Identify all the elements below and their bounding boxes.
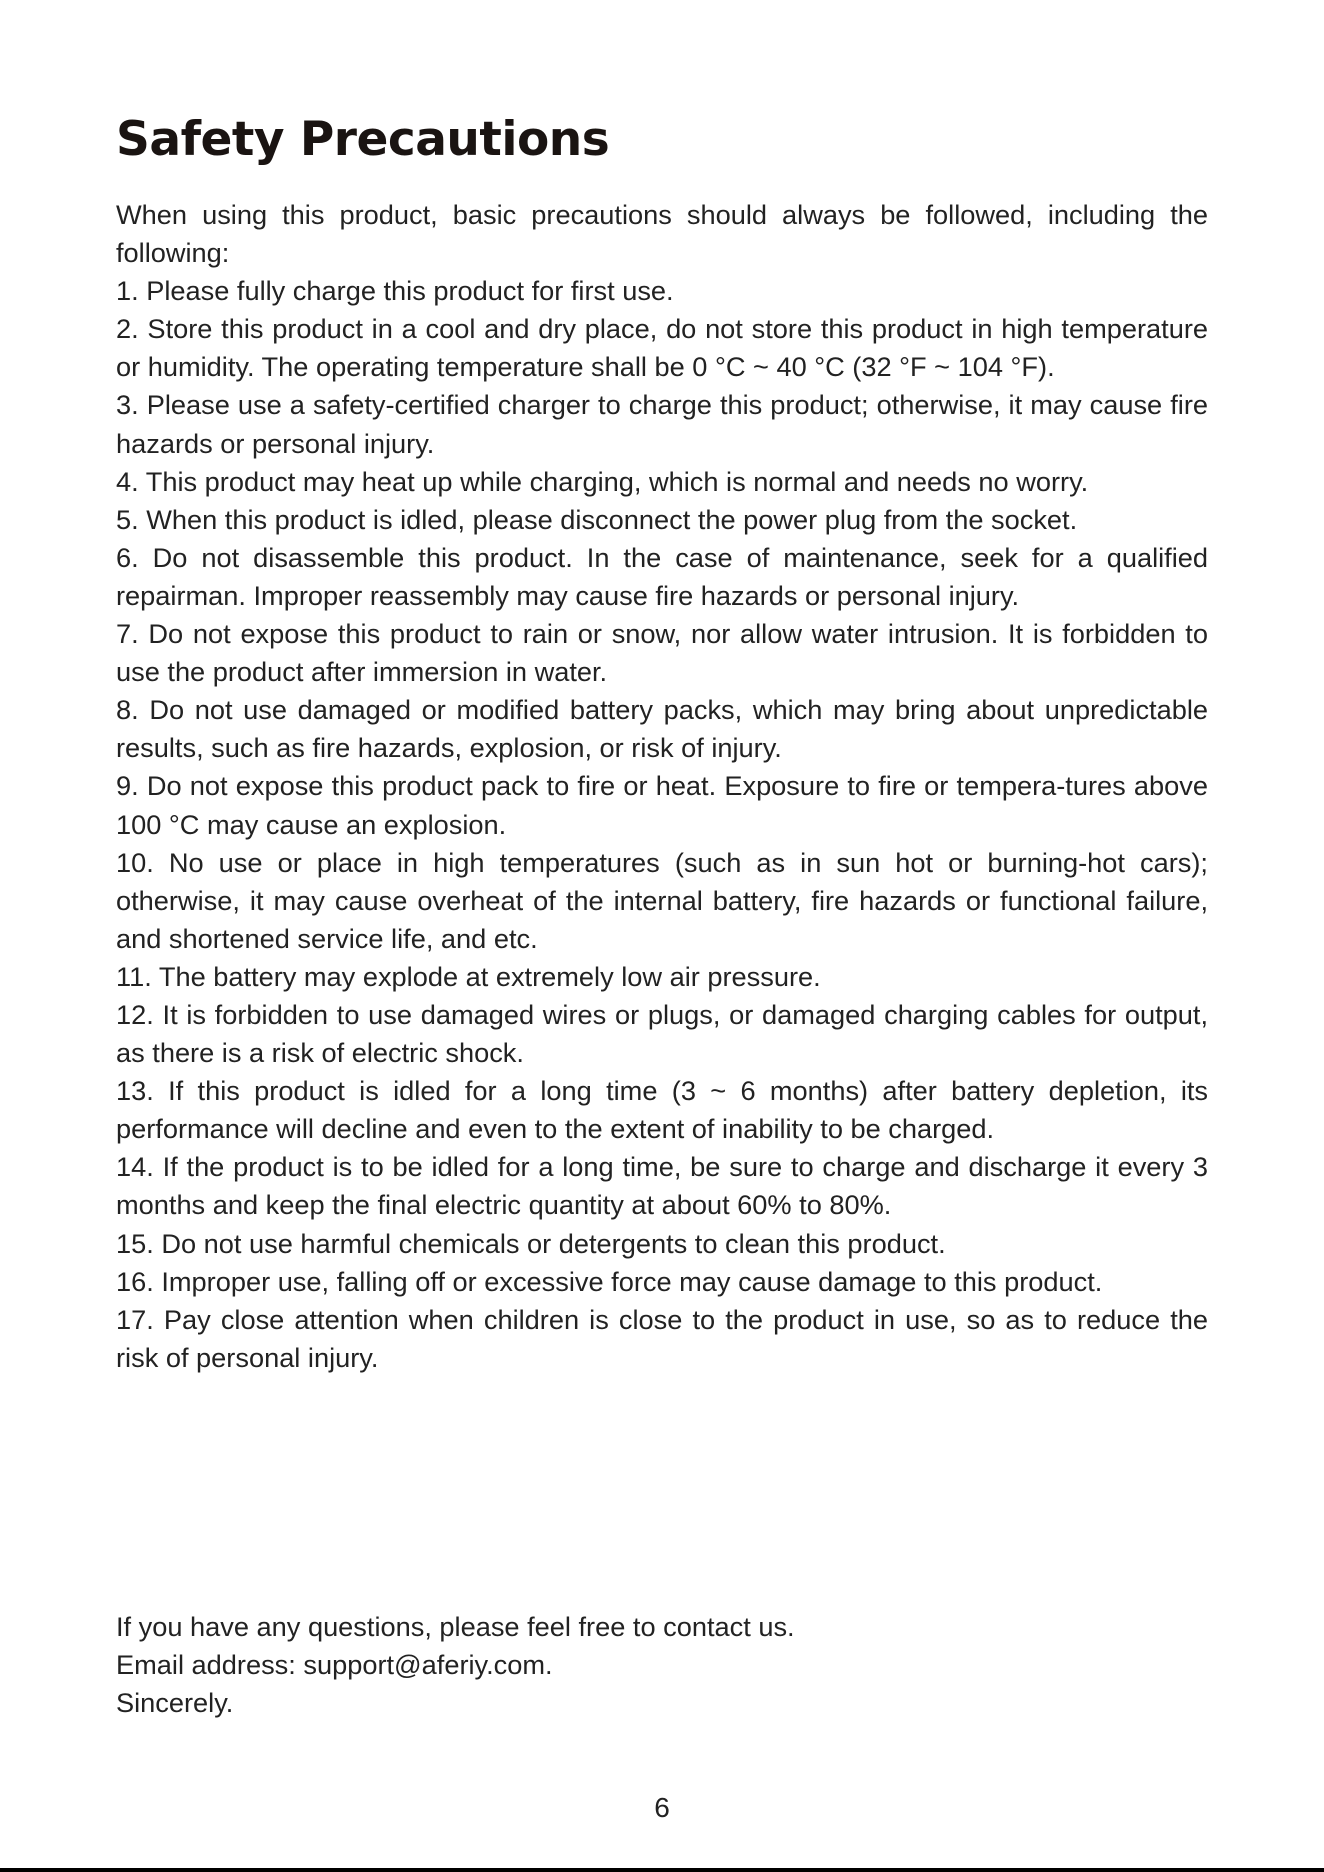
precaution-item-13: 13. If this product is idled for a long time (3 ~ 6 months) after battery depletion, its performance will decline and even to the extent of inability to be charged. <box>116 1075 1208 1145</box>
precaution-item-10: 10. No use or place in high temperatures (such as in sun hot or burning-hot cars); otherwise, it may cause overheat of the internal battery, fire hazards or functional failure, and shortened service life, and etc. <box>116 846 1208 954</box>
precaution-item-7: 7. Do not expose this product to rain or snow, nor allow water intrusion. It is forbidden to use the product after immersion in water. <box>116 618 1208 688</box>
contact-line: If you have any questions, please feel free to contact us. <box>116 1611 795 1642</box>
precaution-item-12: 12. It is forbidden to use damaged wires or plugs, or damaged charging cables for output, as there is a risk of electric shock. <box>116 998 1208 1069</box>
page-title: Safety Precautions <box>116 112 610 167</box>
document-page <box>116 110 1208 1377</box>
precautions-body <box>116 196 1208 1377</box>
page-number: 6 <box>654 1792 670 1823</box>
contact-section <box>116 1608 1208 1722</box>
email-address: Email address: support@aferiy.com. <box>116 1649 553 1681</box>
precaution-item-8: 8. Do not use damaged or modified battery packs, which may bring about unpredictable results, such as fire hazards, explosion, or risk of injury. <box>116 694 1208 764</box>
precaution-item-2: 2. Store this product in a cool and dry place, do not store this product in high temperature or humidity. The operating temperature shall be 0 °C ~ 40 °C (32 °F ~ 104 °F). <box>116 313 1208 383</box>
precaution-item-17: 17. Pay close attention when children is close to the product in use, so as to reduce the risk of personal injury. <box>116 1303 1208 1373</box>
precaution-item-4: 4. This product may heat up while charging, which is normal and needs no worry. <box>116 465 1089 497</box>
precaution-item-3: 3. Please use a safety-certified charger to charge this product; otherwise, it may cause fire hazards or personal injury. <box>116 389 1208 459</box>
intro-paragraph: When using this product, basic precautions should always be followed, including the following: <box>116 199 1208 269</box>
precaution-item-15: 15. Do not use harmful chemicals or detergents to clean this product. <box>116 1227 946 1259</box>
precaution-item-1: 1. Please fully charge this product for first use. <box>116 275 674 307</box>
precaution-item-9: 9. Do not expose this product pack to fire or heat. Exposure to fire or tempera-tures above 100 °C may cause an explosion. <box>116 770 1208 840</box>
closing-line: Sincerely. <box>116 1687 234 1719</box>
precaution-item-6: 6. Do not disassemble this product. In the case of maintenance, seek for a qualified repairman. Improper reassembly may cause fire hazards or personal injury. <box>116 541 1208 611</box>
precaution-item-16: 16. Improper use, falling off or excessive force may cause damage to this product. <box>116 1265 1103 1297</box>
precaution-item-11: 11. The battery may explode at extremely low air pressure. <box>116 960 821 992</box>
precaution-item-5: 5. When this product is idled, please disconnect the power plug from the socket. <box>116 503 1078 535</box>
precaution-item-14: 14. If the product is to be idled for a long time, be sure to charge and discharge it every 3 months and keep the final electric quantity at about 60% to 80%. <box>116 1151 1208 1221</box>
bottom-border <box>0 1868 1324 1872</box>
